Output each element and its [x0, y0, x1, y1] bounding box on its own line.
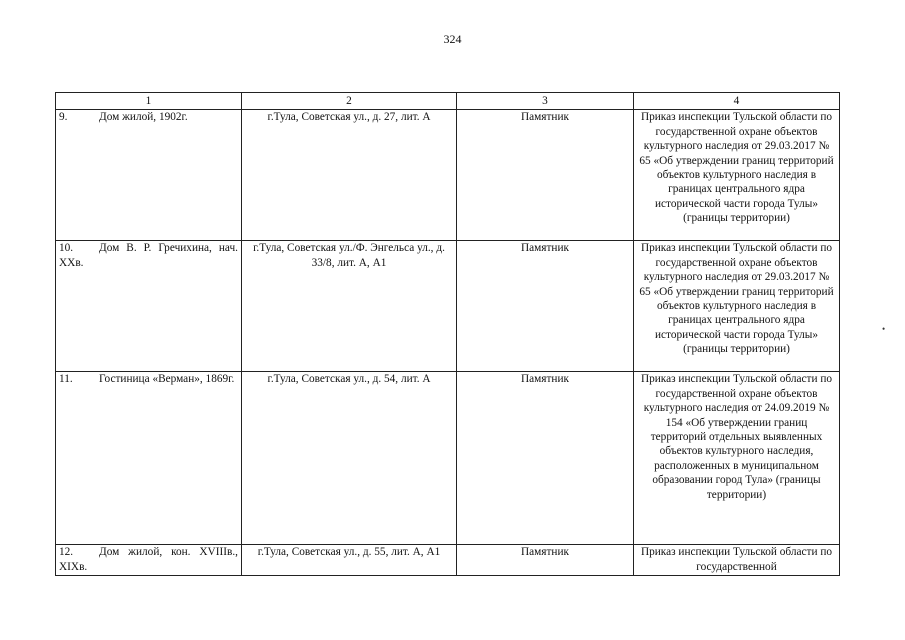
object-address: г.Тула, Советская ул., д. 55, лит. А, А1 — [242, 545, 457, 576]
scan-speck: • — [882, 324, 886, 334]
heritage-registry-table — [55, 92, 840, 576]
legal-document: Приказ инспекции Тульской области по государственной охране объектов культурного наследия от 29.03.2017 № 65 «Об утверждении границ территорий объектов культурного наследия в границах центрального ядра исторической части города Тулы» (границы территории) — [634, 241, 840, 372]
object-name-cell — [56, 241, 242, 372]
object-name-cell — [56, 372, 242, 545]
row-number: 9. — [59, 111, 68, 124]
object-address: г.Тула, Советская ул., д. 54, лит. А — [242, 372, 457, 545]
column-header-1: 1 — [56, 93, 242, 110]
legal-document: Приказ инспекции Тульской области по государственной — [634, 545, 840, 576]
column-header-2: 2 — [242, 93, 457, 110]
object-name-cell — [56, 545, 242, 576]
legal-document: Приказ инспекции Тульской области по государственной охране объектов культурного наследия от 29.03.2017 № 65 «Об утверждении границ территорий объектов культурного наследия в границах центрального ядра исторической части города Тулы» (границы территории) — [634, 110, 840, 241]
object-name: Дом жилой, кон. XVIIIв., XIXв. — [59, 546, 238, 573]
column-header-4: 4 — [634, 93, 840, 110]
object-type: Памятник — [457, 372, 634, 545]
object-name: Гостиница «Верман», 1869г. — [99, 373, 235, 386]
column-header-3: 3 — [457, 93, 634, 110]
object-address: г.Тула, Советская ул./Ф. Энгельса ул., д. 33/8, лит. А, А1 — [242, 241, 457, 372]
legal-document: Приказ инспекции Тульской области по государственной охране объектов культурного наследия от 24.09.2019 № 154 «Об утверждении границ территорий отдельных выявленных объектов культурного наследия, расположенных в муниципальном образовании город Тула» (границы территории) — [634, 372, 840, 545]
object-address: г.Тула, Советская ул., д. 27, лит. А — [242, 110, 457, 241]
table-header-row — [56, 93, 840, 110]
table-row — [56, 545, 840, 576]
row-number: 11. — [59, 373, 73, 386]
table-row — [56, 372, 840, 545]
table-row — [56, 241, 840, 372]
page-number: 324 — [443, 32, 462, 46]
row-number: 10. — [59, 242, 74, 255]
object-name: Дом жилой, 1902г. — [99, 111, 188, 124]
object-name: Дом В. Р. Гречихина, нач. XXв. — [59, 242, 238, 269]
object-type: Памятник — [457, 241, 634, 372]
object-type: Памятник — [457, 545, 634, 576]
table-row — [56, 110, 840, 241]
object-type: Памятник — [457, 110, 634, 241]
object-name-cell — [56, 110, 242, 241]
row-number: 12. — [59, 546, 74, 559]
